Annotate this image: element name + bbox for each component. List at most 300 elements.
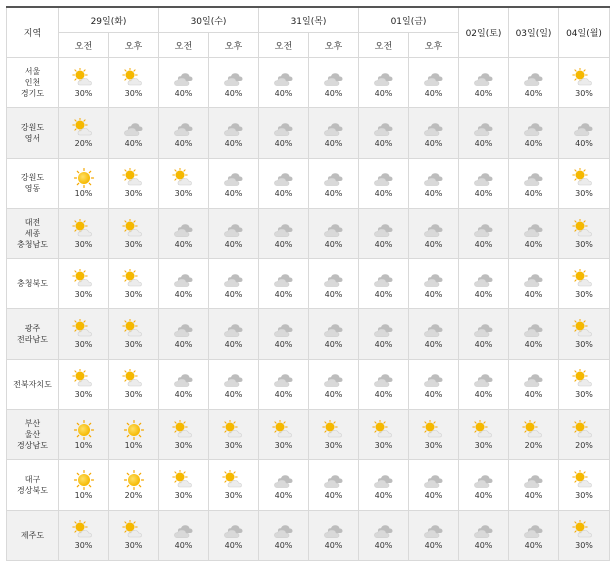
cloudy-icon xyxy=(421,369,447,389)
precipitation-chance: 40% xyxy=(524,289,543,299)
precipitation-chance: 30% xyxy=(74,88,93,98)
cloudy-icon xyxy=(371,118,397,138)
precipitation-chance: 40% xyxy=(274,289,293,299)
forecast-cell xyxy=(559,259,610,309)
forecast-cell xyxy=(409,158,459,208)
forecast-cell xyxy=(409,108,459,158)
precipitation-chance: 40% xyxy=(424,289,443,299)
partly-sunny-icon xyxy=(121,319,147,339)
precipitation-chance: 40% xyxy=(374,541,393,551)
partly-sunny-icon xyxy=(71,319,97,339)
precipitation-chance: 30% xyxy=(124,390,143,400)
cloudy-icon xyxy=(521,168,547,188)
region-name: 강원도 xyxy=(20,173,45,183)
cloudy-icon xyxy=(521,118,547,138)
forecast-cell xyxy=(559,460,610,510)
precipitation-chance: 30% xyxy=(575,289,593,299)
cloudy-icon xyxy=(271,470,297,490)
precipitation-chance: 30% xyxy=(374,440,393,450)
day-header: 03일(일) xyxy=(509,7,559,58)
forecast-cell xyxy=(559,208,610,258)
forecast-cell xyxy=(309,359,359,409)
precipitation-chance: 40% xyxy=(424,88,443,98)
precipitation-chance: 20% xyxy=(575,440,593,450)
forecast-cell xyxy=(559,510,610,560)
forecast-cell xyxy=(59,58,109,108)
forecast-cell xyxy=(309,259,359,309)
table-row xyxy=(7,208,610,258)
forecast-cell xyxy=(209,58,259,108)
partly-sunny-icon xyxy=(71,219,97,239)
forecast-cell xyxy=(259,158,309,208)
partly-sunny-icon xyxy=(71,118,97,138)
partly-sunny-icon xyxy=(171,470,197,490)
sunny-icon xyxy=(71,470,97,490)
cloudy-icon xyxy=(321,219,347,239)
precipitation-chance: 10% xyxy=(124,440,143,450)
precipitation-chance: 40% xyxy=(374,340,393,350)
precipitation-chance: 40% xyxy=(474,189,493,199)
precipitation-chance: 40% xyxy=(524,138,543,148)
precipitation-chance: 40% xyxy=(174,88,193,98)
precipitation-chance: 10% xyxy=(74,491,93,501)
forecast-cell xyxy=(359,259,409,309)
partly-sunny-icon xyxy=(71,369,97,389)
precipitation-chance: 40% xyxy=(374,138,393,148)
cloudy-icon xyxy=(421,118,447,138)
precipitation-chance: 40% xyxy=(424,239,443,249)
forecast-cell xyxy=(159,208,209,258)
weekly-forecast-table xyxy=(6,6,610,561)
precipitation-chance: 30% xyxy=(74,541,93,551)
table-row xyxy=(7,108,610,158)
cloudy-icon xyxy=(421,269,447,289)
precipitation-chance: 10% xyxy=(74,440,93,450)
region-name: 경상남도 xyxy=(17,441,48,451)
forecast-cell xyxy=(209,460,259,510)
forecast-cell xyxy=(109,259,159,309)
cloudy-icon xyxy=(371,319,397,339)
precipitation-chance: 40% xyxy=(274,390,293,400)
forecast-cell xyxy=(59,460,109,510)
forecast-cell xyxy=(459,158,509,208)
region-name: 경기도 xyxy=(20,89,45,99)
partly-sunny-icon xyxy=(471,420,497,440)
forecast-cell xyxy=(559,309,610,359)
cloudy-icon xyxy=(321,369,347,389)
partly-sunny-icon xyxy=(571,470,597,490)
precipitation-chance: 30% xyxy=(124,340,143,350)
precipitation-chance: 40% xyxy=(174,138,193,148)
precipitation-chance: 30% xyxy=(575,390,593,400)
forecast-cell xyxy=(209,259,259,309)
region-name: 대구 xyxy=(24,475,41,485)
forecast-cell xyxy=(159,58,209,108)
forecast-cell xyxy=(359,410,409,460)
precipitation-chance: 40% xyxy=(274,138,293,148)
cloudy-icon xyxy=(221,369,247,389)
forecast-cell xyxy=(309,410,359,460)
cloudy-icon xyxy=(221,219,247,239)
cloudy-icon xyxy=(171,118,197,138)
precipitation-chance: 40% xyxy=(324,88,343,98)
cloudy-icon xyxy=(571,118,597,138)
forecast-cell xyxy=(159,259,209,309)
cloudy-icon xyxy=(221,319,247,339)
cloudy-icon xyxy=(371,470,397,490)
cloudy-icon xyxy=(221,118,247,138)
cloudy-icon xyxy=(271,168,297,188)
partly-sunny-icon xyxy=(121,269,147,289)
cloudy-icon xyxy=(371,168,397,188)
partly-sunny-icon xyxy=(571,319,597,339)
precipitation-chance: 40% xyxy=(474,340,493,350)
cloudy-icon xyxy=(271,269,297,289)
forecast-cell xyxy=(359,58,409,108)
cloudy-icon xyxy=(171,219,197,239)
am-header: 오전 xyxy=(259,33,309,58)
table-row xyxy=(7,410,610,460)
precipitation-chance: 40% xyxy=(224,138,243,148)
forecast-cell xyxy=(559,359,610,409)
partly-sunny-icon xyxy=(321,420,347,440)
precipitation-chance: 40% xyxy=(274,189,293,199)
forecast-header xyxy=(7,7,610,58)
partly-sunny-icon xyxy=(571,68,597,88)
cloudy-icon xyxy=(471,168,497,188)
precipitation-chance: 30% xyxy=(74,390,93,400)
precipitation-chance: 40% xyxy=(324,289,343,299)
precipitation-chance: 40% xyxy=(524,541,543,551)
precipitation-chance: 40% xyxy=(324,390,343,400)
precipitation-chance: 40% xyxy=(474,239,493,249)
forecast-cell xyxy=(459,410,509,460)
forecast-cell xyxy=(409,359,459,409)
region-name: 세종 xyxy=(24,229,41,239)
forecast-cell xyxy=(59,208,109,258)
forecast-cell xyxy=(159,359,209,409)
forecast-cell xyxy=(109,108,159,158)
region-name: 인천 xyxy=(24,78,41,88)
region-name: 전라남도 xyxy=(17,335,48,345)
region-name: 대전 xyxy=(24,218,41,228)
cloudy-icon xyxy=(171,68,197,88)
precipitation-chance: 40% xyxy=(424,390,443,400)
forecast-cell xyxy=(359,158,409,208)
precipitation-chance: 40% xyxy=(424,189,443,199)
cloudy-icon xyxy=(521,520,547,540)
region-cell xyxy=(7,259,59,309)
precipitation-chance: 40% xyxy=(474,289,493,299)
cloudy-icon xyxy=(521,319,547,339)
forecast-cell xyxy=(459,510,509,560)
forecast-cell xyxy=(209,158,259,208)
forecast-cell xyxy=(359,510,409,560)
day-header: 01일(금) xyxy=(359,7,459,33)
precipitation-chance: 30% xyxy=(324,440,343,450)
sunny-icon xyxy=(71,168,97,188)
cloudy-icon xyxy=(371,269,397,289)
precipitation-chance: 30% xyxy=(575,239,593,249)
precipitation-chance: 10% xyxy=(74,189,93,199)
precipitation-chance: 40% xyxy=(324,239,343,249)
precipitation-chance: 30% xyxy=(174,491,193,501)
forecast-cell xyxy=(409,309,459,359)
forecast-cell xyxy=(459,460,509,510)
precipitation-chance: 40% xyxy=(324,189,343,199)
forecast-cell xyxy=(259,359,309,409)
precipitation-chance: 40% xyxy=(374,189,393,199)
region-name: 서울 xyxy=(24,67,41,77)
precipitation-chance: 30% xyxy=(224,440,243,450)
precipitation-chance: 40% xyxy=(324,340,343,350)
precipitation-chance: 40% xyxy=(274,239,293,249)
partly-sunny-icon xyxy=(171,168,197,188)
forecast-cell xyxy=(509,158,559,208)
cloudy-icon xyxy=(321,470,347,490)
forecast-body xyxy=(7,58,610,561)
precipitation-chance: 40% xyxy=(174,239,193,249)
forecast-cell xyxy=(509,460,559,510)
pm-header: 오후 xyxy=(409,33,459,58)
precipitation-chance: 40% xyxy=(124,138,143,148)
cloudy-icon xyxy=(271,219,297,239)
precipitation-chance: 30% xyxy=(575,340,593,350)
precipitation-chance: 40% xyxy=(224,541,243,551)
precipitation-chance: 40% xyxy=(424,541,443,551)
partly-sunny-icon xyxy=(121,168,147,188)
cloudy-icon xyxy=(321,68,347,88)
region-header: 지역 xyxy=(7,7,59,58)
region-cell xyxy=(7,460,59,510)
partly-sunny-icon xyxy=(371,420,397,440)
partly-sunny-icon xyxy=(271,420,297,440)
forecast-cell xyxy=(359,359,409,409)
forecast-cell xyxy=(259,108,309,158)
am-header: 오전 xyxy=(59,33,109,58)
precipitation-chance: 30% xyxy=(174,440,193,450)
day-header: 30일(수) xyxy=(159,7,259,33)
region-name: 강원도 xyxy=(20,122,45,132)
forecast-cell xyxy=(59,359,109,409)
partly-sunny-icon xyxy=(121,68,147,88)
region-name: 충청북도 xyxy=(17,279,48,289)
forecast-cell xyxy=(359,208,409,258)
forecast-cell xyxy=(109,309,159,359)
cloudy-icon xyxy=(521,470,547,490)
partly-sunny-icon xyxy=(571,269,597,289)
partly-sunny-icon xyxy=(221,420,247,440)
sunny-icon xyxy=(121,470,147,490)
partly-sunny-icon xyxy=(571,420,597,440)
forecast-cell xyxy=(559,410,610,460)
precipitation-chance: 40% xyxy=(474,491,493,501)
precipitation-chance: 30% xyxy=(74,340,93,350)
precipitation-chance: 30% xyxy=(274,440,293,450)
region-name: 광주 xyxy=(24,324,41,334)
region-cell xyxy=(7,108,59,158)
partly-sunny-icon xyxy=(121,369,147,389)
region-name: 영서 xyxy=(24,133,41,143)
precipitation-chance: 40% xyxy=(474,390,493,400)
cloudy-icon xyxy=(471,470,497,490)
forecast-cell xyxy=(409,410,459,460)
precipitation-chance: 40% xyxy=(374,239,393,249)
forecast-cell xyxy=(109,510,159,560)
forecast-cell xyxy=(509,359,559,409)
day-header: 04일(월) xyxy=(559,7,610,58)
forecast-cell xyxy=(459,58,509,108)
forecast-cell xyxy=(559,58,610,108)
precipitation-chance: 40% xyxy=(224,340,243,350)
precipitation-chance: 40% xyxy=(374,289,393,299)
precipitation-chance: 20% xyxy=(524,440,543,450)
precipitation-chance: 20% xyxy=(124,491,143,501)
forecast-cell xyxy=(459,208,509,258)
table-row xyxy=(7,58,610,108)
precipitation-chance: 40% xyxy=(324,541,343,551)
forecast-cell xyxy=(509,58,559,108)
region-cell xyxy=(7,208,59,258)
precipitation-chance: 40% xyxy=(174,390,193,400)
forecast-cell xyxy=(259,208,309,258)
partly-sunny-icon xyxy=(571,520,597,540)
partly-sunny-icon xyxy=(71,269,97,289)
cloudy-icon xyxy=(471,269,497,289)
day-header: 02일(토) xyxy=(459,7,509,58)
forecast-cell xyxy=(59,510,109,560)
cloudy-icon xyxy=(321,520,347,540)
cloudy-icon xyxy=(421,68,447,88)
precipitation-chance: 20% xyxy=(74,138,93,148)
precipitation-chance: 30% xyxy=(124,239,143,249)
precipitation-chance: 40% xyxy=(374,491,393,501)
cloudy-icon xyxy=(171,319,197,339)
forecast-cell xyxy=(59,410,109,460)
cloudy-icon xyxy=(221,269,247,289)
forecast-cell xyxy=(309,58,359,108)
forecast-cell xyxy=(209,309,259,359)
forecast-cell xyxy=(459,359,509,409)
table-row xyxy=(7,158,610,208)
cloudy-icon xyxy=(371,68,397,88)
precipitation-chance: 40% xyxy=(224,390,243,400)
forecast-cell xyxy=(409,510,459,560)
precipitation-chance: 30% xyxy=(575,88,593,98)
partly-sunny-icon xyxy=(571,369,597,389)
forecast-cell xyxy=(259,510,309,560)
forecast-cell xyxy=(59,309,109,359)
region-cell xyxy=(7,309,59,359)
cloudy-icon xyxy=(271,520,297,540)
forecast-cell xyxy=(59,108,109,158)
forecast-cell xyxy=(209,410,259,460)
partly-sunny-icon xyxy=(71,68,97,88)
precipitation-chance: 30% xyxy=(575,189,593,199)
cloudy-icon xyxy=(471,118,497,138)
cloudy-icon xyxy=(171,520,197,540)
cloudy-icon xyxy=(371,369,397,389)
precipitation-chance: 30% xyxy=(124,88,143,98)
forecast-cell xyxy=(109,208,159,258)
forecast-cell xyxy=(259,410,309,460)
forecast-cell xyxy=(409,58,459,108)
cloudy-icon xyxy=(471,68,497,88)
cloudy-icon xyxy=(471,520,497,540)
forecast-cell xyxy=(309,460,359,510)
precipitation-chance: 30% xyxy=(575,541,593,551)
table-row xyxy=(7,259,610,309)
precipitation-chance: 40% xyxy=(474,541,493,551)
cloudy-icon xyxy=(221,520,247,540)
forecast-cell xyxy=(209,208,259,258)
forecast-cell xyxy=(309,309,359,359)
precipitation-chance: 30% xyxy=(124,189,143,199)
cloudy-icon xyxy=(521,219,547,239)
forecast-cell xyxy=(159,510,209,560)
precipitation-chance: 40% xyxy=(474,138,493,148)
partly-sunny-icon xyxy=(221,470,247,490)
cloudy-icon xyxy=(121,118,147,138)
precipitation-chance: 40% xyxy=(524,491,543,501)
table-row xyxy=(7,460,610,510)
precipitation-chance: 30% xyxy=(124,289,143,299)
forecast-cell xyxy=(459,108,509,158)
precipitation-chance: 40% xyxy=(274,491,293,501)
partly-sunny-icon xyxy=(571,168,597,188)
forecast-cell xyxy=(159,309,209,359)
cloudy-icon xyxy=(471,319,497,339)
forecast-cell xyxy=(159,158,209,208)
precipitation-chance: 40% xyxy=(274,88,293,98)
cloudy-icon xyxy=(271,369,297,389)
cloudy-icon xyxy=(321,118,347,138)
precipitation-chance: 30% xyxy=(474,440,493,450)
cloudy-icon xyxy=(371,219,397,239)
forecast-cell xyxy=(509,208,559,258)
cloudy-icon xyxy=(421,219,447,239)
cloudy-icon xyxy=(271,319,297,339)
precipitation-chance: 40% xyxy=(524,88,543,98)
precipitation-chance: 40% xyxy=(324,138,343,148)
forecast-cell xyxy=(309,158,359,208)
precipitation-chance: 40% xyxy=(575,138,593,148)
forecast-cell xyxy=(509,259,559,309)
precipitation-chance: 40% xyxy=(274,340,293,350)
forecast-cell xyxy=(409,208,459,258)
am-header: 오전 xyxy=(359,33,409,58)
precipitation-chance: 40% xyxy=(524,239,543,249)
cloudy-icon xyxy=(321,319,347,339)
forecast-cell xyxy=(109,410,159,460)
cloudy-icon xyxy=(171,369,197,389)
precipitation-chance: 40% xyxy=(174,289,193,299)
sunny-icon xyxy=(121,420,147,440)
precipitation-chance: 40% xyxy=(324,491,343,501)
forecast-cell xyxy=(559,158,610,208)
cloudy-icon xyxy=(421,168,447,188)
region-name: 제주도 xyxy=(20,530,45,540)
forecast-cell xyxy=(109,460,159,510)
cloudy-icon xyxy=(321,269,347,289)
table-row xyxy=(7,510,610,560)
forecast-cell xyxy=(409,460,459,510)
forecast-cell xyxy=(59,259,109,309)
cloudy-icon xyxy=(271,68,297,88)
pm-header: 오후 xyxy=(309,33,359,58)
precipitation-chance: 40% xyxy=(424,340,443,350)
cloudy-icon xyxy=(521,369,547,389)
